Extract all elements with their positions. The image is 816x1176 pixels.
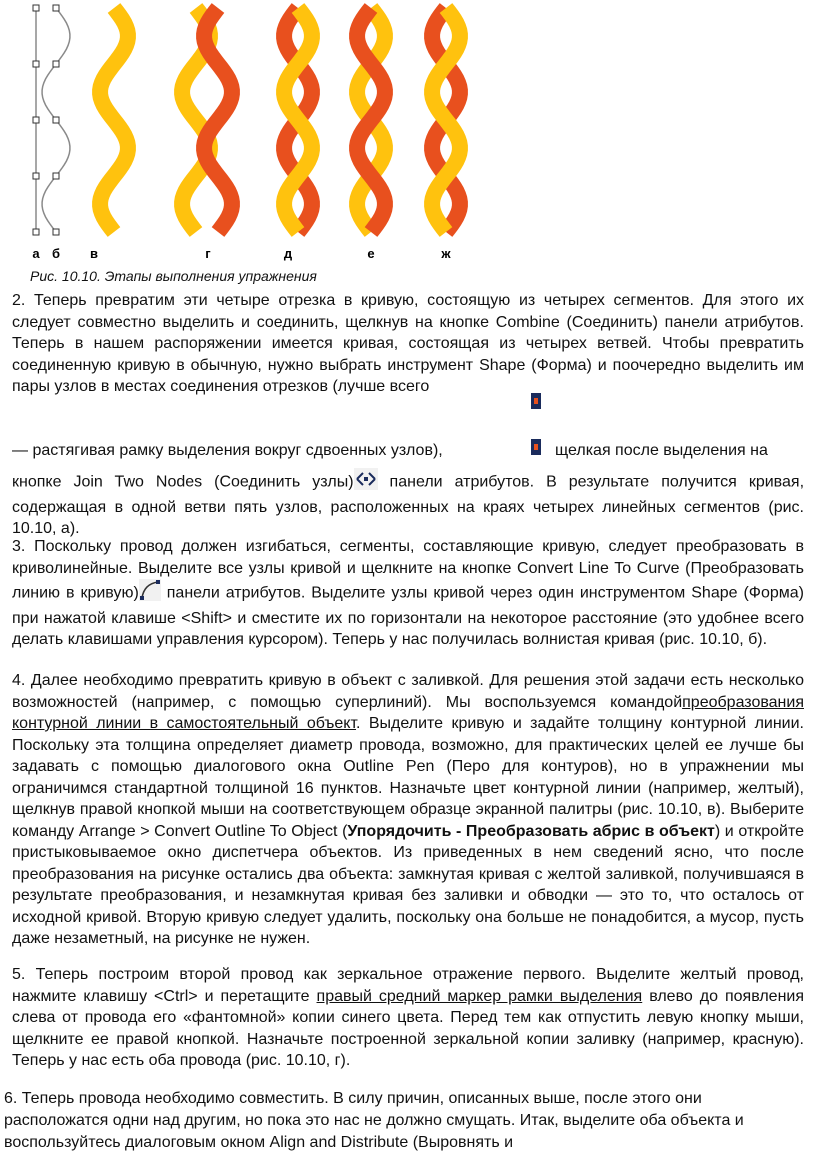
p5-text-b: влево до появления слева от провода его «фантомной» копии синего цвета. Перед тем как отпустить левую кнопку мыши, щелкните ее правой кнопкой. Назначьте построенной зеркальной копии заливку (например, красную). Теперь у нас есть оба провода (рис. 10.10, г).: [12, 987, 805, 1069]
p4-link[interactable]: преобразования контурной линии в самостоятельный объект: [12, 693, 804, 732]
stage-label: ж: [441, 246, 451, 261]
convert-to-curve-icon: [139, 579, 161, 608]
paragraph-2: [12, 290, 804, 398]
p4-text-b: . Выделите кривую и задайте толщину контурной линии. Поскольку эта толщина определяет диаметр провода, возможно, для практических целей ее лучше бы задавать с помощью диалогового окна Outline Pen (Перо для контуров), но в упражнении мы ограничимся стандартной толщиной 16 пунктов. Назначьте цвет контурной линии (например, желтый), щелкнув правой кнопкой мыши на соответствующем образце экранной палитры (рис. 10.10, в). Выберите команду Arrange > Convert Outline To Object (: [12, 715, 805, 840]
p5-link[interactable]: правый средний маркер рамки выделения: [316, 987, 643, 1005]
p2-text-d: панели атрибутов. В результате получится кривая, содержащая в одной ветви пять узлов, расположенных на краях четырех линейных сегментов (рис. 10.10, а).: [12, 473, 805, 537]
p2-text-b: — растягивая рамку выделения вокруг сдвоенных узлов),: [12, 442, 443, 459]
paragraph-4: [12, 670, 804, 950]
stage-label: е: [367, 246, 375, 261]
stage-g-wire-red: [204, 8, 232, 232]
figure-wire-stages: [28, 0, 498, 270]
stage-label: а: [32, 246, 40, 261]
shape-tool-icon: [531, 393, 541, 409]
stage-label: д: [283, 246, 293, 261]
stage-b-node: [53, 61, 59, 67]
figure-caption: Рис. 10.10. Этапы выполнения упражнения: [30, 268, 317, 284]
p5-text-a: 5. Теперь построим второй провод как зеркальное отражение первого. Выделите желтый провод, нажмите клавишу <Ctrl> и перетащите: [12, 966, 804, 1005]
p4-text-a: 4. Далее необходимо превратить кривую в объект с заливкой. Для решения этой задачи есть несколько возможностей (например, с помощью суперлиний). Мы воспользуемся командой: [12, 672, 804, 711]
paragraph-5: [12, 964, 804, 1072]
stage-b-node: [53, 5, 59, 11]
shape-tool-icon-2: [531, 439, 541, 455]
stage-a-node: [33, 5, 39, 11]
p3-text-b: панели атрибутов. Выделите узлы кривой через один инструментом Shape (Форма) при нажатой клавише <Shift> и сместите их по горизонтали на некоторое расстояние (это удобнее всего делать клавишами управления курсором). Теперь у нас получилась волнистая кривая (рис. 10.10, б).: [12, 584, 804, 648]
paragraph-3: [12, 536, 804, 651]
paragraph-6: 6. Теперь провода необходимо совместить. В силу причин, описанных выше, после этого они расположатся одни над другим, но пока это нас не должно смущать. Итак, выделите оба объекта и воспользуйтесь диалоговым окном Align and Distribute (Выровнять и: [4, 1090, 744, 1151]
p2-text-a: 2. Теперь превратим эти четыре отрезка в кривую, состоящую из четырех сегментов. Для этого их следует совместно выделить и соединить, щелкнув на кнопке Combine (Соединить) панели атрибутов. Теперь в нашем распоряжении имеется кривая, состоящая из четырех ветвей. Чтобы превратить соединенную кривую в обычную, нужно выбрать инструмент Shape (Форма) и поочередно выделить им пары узлов в местах соединения отрезков (лучше всего: [12, 292, 804, 395]
p3-text-a: 3. Поскольку провод должен изгибаться, сегменты, составляющие кривую, следует преобразовать в криволинейные. Выделите все узлы кривой и щелкните на кнопке Convert Line To Curve (Преобразовать линию в кривую): [12, 538, 804, 602]
stage-b-node: [53, 117, 59, 123]
p4-bold: Упорядочить - Преобразовать абрис в объект: [347, 822, 715, 840]
stage-a-node: [33, 173, 39, 179]
join-nodes-icon: [354, 468, 378, 497]
stage-a-node: [33, 61, 39, 67]
stage-a-node: [33, 229, 39, 235]
p2-text-c-line: щелкая после выделения на: [555, 442, 768, 459]
stage-label: б: [51, 246, 61, 261]
p2-text-d-block: кнопке Join Two Nodes (Соединить узлы) панели атрибутов. В результате получится кривая, содержащая в одной ветви пять узлов, расположенных на краях четырех линейных сегментов (рис. 10.10, а).: [12, 468, 804, 540]
stage-b-node: [53, 229, 59, 235]
stage-a-node: [33, 117, 39, 123]
stage-b-node: [53, 173, 59, 179]
stage-v-wire-yellow: [100, 8, 128, 232]
p4-text-c: ) и откройте пристыковываемое окно диспетчера объектов. Из приведенных в нем сведений ясно, что после преобразования на рисунке остались два объекта: замкнутая кривая с желтой заливкой, получившаяся в результате преобразования, и незамкнутая кривая без заливки и обводки — это то, что осталось от исходной кривой. Вторую кривую следует удалить, поскольку она больше не понадобится, а мусор, пусть даже незаметный, на рисунке не нужен.: [12, 822, 804, 947]
stage-label: в: [90, 246, 98, 261]
stage-label: г: [205, 246, 211, 261]
